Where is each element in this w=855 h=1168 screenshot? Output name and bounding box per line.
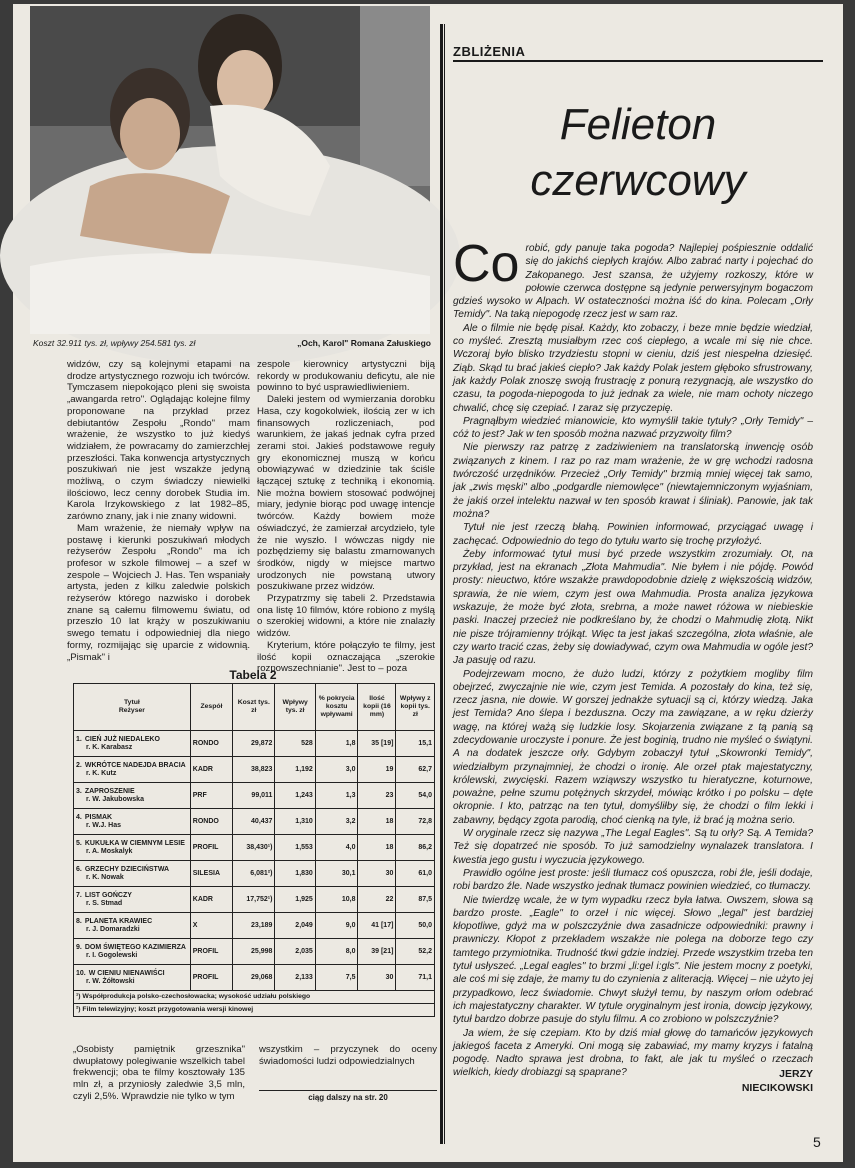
paragraph: W oryginale rzecz się nazywa „The Legal Eagles". Są tu orły? Są. A Temida? Też się dopatrzeć nie sposób. To już samodzielny wynalazek translatora. I kwestia jego gustu i wyczucia językowego. — [453, 828, 813, 866]
paragraph: Tytuł nie jest rzeczą błahą. Powinien informować, przyciągać uwagę i zachęcać. Odpowiednio do tego do tytułu warto się trochę przyłożyć. — [453, 522, 813, 547]
film-title: PLANETA KRAWIEC — [84, 917, 153, 925]
paragraph: robić, gdy panuje taka pogoda? Najlepiej pośpiesznie oddalić się do jakichś ciepłych krajów. Albo zabrać narty i pojechać do Zakopanego. Jest szansa, że użyjemy rozkoszy, które w połowie czerwca dostępne są jedynie perwersyjnym bogaczom gdzieś wysoko w Alpach. W ostateczności można iść do kina. Polecam „Orły Temidy". Na taką niepogodę rzecz jest w sam raz. — [453, 243, 813, 321]
cell-studio: PROFIL — [190, 835, 232, 861]
cell-cost: 99,011 — [233, 783, 275, 809]
film-title: ZAPROSZENIE — [84, 787, 135, 795]
row-number: 4. — [76, 813, 82, 821]
cell-title-director — [74, 757, 191, 783]
paragraph: Ja wiem, że się czepiam. Kto by dziś miał głowę do tamańców językowych jakiegoś faceta z Ameryki. Oni mogą się zabawiać, my mamy kryzys i fatalną pogodę. Nadto sprawa jest drobna, to fakt, ale jak tu myśleć o rzeczach wielkich, kiedy drobiazgi są spaprane? — [453, 1027, 813, 1079]
cell-cost: 29,872 — [233, 731, 275, 757]
paragraph: Nie pierwszy raz patrzę z zadziwieniem na translatorską inwencję osób związanych z kinem. I raz po raz mam wrażenie, że w grę wchodzi radosna twórczość urzędników. Przecież „Orły Temidy" brzmią mniej więcej tak samo, jak „zwis męski" albo „podgardle niemowlęce" (niewtajemniczonym wyjaśniam, że jakiś orzeł intelektu nazwał w ten sposób krawat i śliniak). Panowie, jak tak można? — [453, 442, 813, 520]
cell-studio: SILESIA — [190, 861, 232, 887]
drop-cap: Co — [453, 235, 520, 293]
cell-coverage: 4,0 — [315, 835, 358, 861]
cell-per-copy: 71,1 — [396, 965, 435, 991]
cell-studio: KADR — [190, 757, 232, 783]
film-title: DOM ŚWIĘTEGO KAZIMIERZA — [84, 943, 186, 951]
film-title: CIEŃ JUŻ NIEDALEKO — [84, 735, 160, 743]
film-director: r. K. Kutz — [86, 769, 117, 777]
cell-studio: PRF — [190, 783, 232, 809]
paragraph: Nie twierdzę wcale, że w tym wypadku rzecz była łatwa. Owszem, słowa są bardzo proste. „Eagle" to orzeł i nic więcej. Słowo „legal" jest bardziej kłopotliwe, gdyż ma w polszczyźnie dwa zasadnicze odpowiedniki: prawny i prawniczy. Kłopot z przekładem wszakże nie polega na doborze tego czy tamtego przymiotnika. Trudność tkwi gdzie indziej. Przede wszystkim trzeba ten tytuł usłyszeć. „Legal eagles" to brzmi „li:gel i:gls". Nie jestem mocny z poetyki, ale coś mi się zdaje, że mamy tu do czynienia z aliteracją. Więcej – nie użyto jej przypadkowo, lecz świadomie. Chwyt służył temu, by naszym orłom odebrać ich majestatyczny charakter. W tytule oryginalnym jest ironia, dowcip językowy, tytuł bardzo dobrze pasuje do stylu filmu. A co zrobiono w polszczyźnie? — [453, 894, 813, 1026]
header-revenue: Wpływy tys. zł — [275, 684, 315, 731]
films-table — [73, 683, 435, 1017]
cell-studio: RONDO — [190, 809, 232, 835]
film-title: KUKUŁKA W CIEMNYM LESIE — [84, 839, 185, 847]
cell-per-copy: 62,7 — [396, 757, 435, 783]
cell-per-copy: 15,1 — [396, 731, 435, 757]
cell-title-director — [74, 835, 191, 861]
cell-cost: 25,998 — [233, 939, 275, 965]
table-footnote-row — [74, 991, 435, 1004]
cell-cost: 38,430¹) — [233, 835, 275, 861]
cell-revenue: 1,243 — [275, 783, 315, 809]
cell-title-director — [74, 913, 191, 939]
paragraph: „Osobisty pamiętnik grzesznika" dwupłatowy polegiwanie wszelkich tabel frekwencji; oba te filmy kosztowały 135 mln zł, a przyniosły zaledwie 3,5 mln, czyli 2,5%. Wprawdzie nie tylko w tym — [73, 1044, 245, 1102]
row-number: 3. — [76, 787, 82, 795]
row-number: 1. — [76, 735, 82, 743]
film-still-photo — [30, 6, 430, 334]
cell-copies: 39 [21] — [358, 939, 396, 965]
cell-copies: 19 — [358, 757, 396, 783]
paragraph: widzów, czy są kolejnymi etapami na drodze artystycznego rozwoju ich twórców. Tymczasem niepokojąco pleni się swoista „awangarda retro". Oglądając kolejne filmy proponowane na przykład przez debiutantów Zespołu „Rondo" mam wrażenie, że wszystko to już kiedyś widziałem, że powracamy do zamierzchłej przeszłości. Taka konwencja artystycznych poszukiwań nie jest wszakże jedyną możliwą, o czym świadczy niewielki ilościowo, lecz cenny dorobek Studia im. Karola Irzykowskiego z lat 1982–85, zarówno znany, jak i nie znany widowni. — [67, 359, 250, 523]
header-coverage: % pokrycia kosztu wpływami — [315, 684, 358, 731]
table-header-row — [74, 684, 435, 731]
paragraph: zespole kierownicy artystyczni biją rekordy w produkowaniu deficytu, ale nie powinno to być usprawiedliwieniem. — [257, 359, 435, 394]
row-number: 8. — [76, 917, 82, 925]
cell-copies: 22 — [358, 887, 396, 913]
author-first-name: JERZY — [779, 1068, 813, 1080]
cell-studio: KADR — [190, 887, 232, 913]
cell-copies: 41 [17] — [358, 913, 396, 939]
cell-copies: 23 — [358, 783, 396, 809]
row-number: 7. — [76, 891, 82, 899]
film-title: LIST GOŃCZY — [84, 891, 132, 899]
cell-title-director — [74, 731, 191, 757]
cell-coverage: 10,8 — [315, 887, 358, 913]
header-title-director: Tytuł Reżyser — [74, 684, 191, 731]
cell-studio: RONDO — [190, 731, 232, 757]
row-number: 10. — [76, 969, 86, 977]
film-director: r. W. Jakubowska — [86, 795, 144, 803]
paragraph: Przypatrzmy się tabeli 2. Przedstawia ona listę 10 filmów, które robiono z myślą o szerokiej widowni, a które nie znalazły widzów. — [257, 593, 435, 640]
paragraph: Ale o filmie nie będę pisał. Każdy, kto zobaczy, i beze mnie będzie wiedział, co myśleć. Zresztą musiałbym rzec coś ciepłego, a wcale mi się nie chce. Wczoraj było blisko trzydziestu stopni w cieniu, dziś jest niespełna dziesięć. Ziąb. Skąd tu brać jakieś ciepło? Jak każdy Polak jestem głęboko sfrustrowany, jak każdy Polak znoszę swoją frustrację z ponurą rezygnacją, ale wszystko do czasu, ta pogoda-niepogoda to już jednak za wiele, nie mam ochoty niczego chwalić, chcę się czepiać. I zaraz się przyczepię. — [453, 322, 813, 414]
cell-revenue: 2,035 — [275, 939, 315, 965]
cell-cost: 38,823 — [233, 757, 275, 783]
row-number: 9. — [76, 943, 82, 951]
photo-caption-title: „Och, Karol" Romana Załuskiego — [297, 338, 431, 348]
table-row — [74, 809, 435, 835]
table-footnote: ²) Film telewizyjny; koszt przygotowania wersji kinowej — [74, 1004, 435, 1017]
table-row — [74, 835, 435, 861]
feuilleton-title-line2: czerwcowy — [530, 156, 746, 205]
table-row — [74, 757, 435, 783]
continued-note: ciąg dalszy na str. 20 — [259, 1090, 437, 1102]
cell-coverage: 1,8 — [315, 731, 358, 757]
cell-per-copy: 61,0 — [396, 861, 435, 887]
page-number: 5 — [813, 1134, 821, 1150]
film-still-image — [30, 6, 430, 334]
paragraph: Podejrzewam mocno, że dużo ludzi, którzy z pożytkiem mogliby film obejrzeć, zwyczajnie nie wie, czym jest Temida. A pozostały do kina, też się, rzecz jasna, nie dowie. W gorszej jednakże sytuacji są ci, którzy wiedzą. Jaka jest Temida? Ano ślepa i bezduszna. Oczy ma zawiązane, a w ręku dzierży wagę, na której ważą się ludzkie losy. Skojarzenia związane z tą panią są zdecydowanie uroczyste i ponure. Że jest boginią, trudno nie myśleć o świątyni. A na dodatek jeszcze orły. Gdybym zobaczył tytuł „Skowronki Temidy", wiedziałbym przynajmniej, że chodzi o ironię. Ale orzeł ptak majestatyczny, królewski, zwycięski. Razem wziąwszy wszystko tu hieratyczne, koturnowe, poważne, pełne szumu potężnych skrzydeł, mówiąc krótko i po polsku – dęte okropnie. I kto, patrząc na ten tytuł, domyśliłby się, że chodzi o film lekki i zabawny, będący zgota parodią, choć cienką na tyle, iż brać ją można serio. — [453, 668, 813, 826]
film-director: r. W. Żółtowski — [86, 977, 135, 985]
photo-caption-cost: Koszt 32.911 tys. zł, wpływy 254.581 tys. zł — [33, 338, 196, 348]
cell-revenue: 1,310 — [275, 809, 315, 835]
film-director: r. K. Nowak — [86, 873, 124, 881]
cell-title-director — [74, 861, 191, 887]
section-rule — [453, 60, 823, 62]
cell-title-director — [74, 809, 191, 835]
cell-per-copy: 86,2 — [396, 835, 435, 861]
cell-studio: PROFIL — [190, 965, 232, 991]
cell-revenue: 1,830 — [275, 861, 315, 887]
cell-revenue: 2,049 — [275, 913, 315, 939]
cell-coverage: 30,1 — [315, 861, 358, 887]
table-row — [74, 965, 435, 991]
header-per-copy: Wpływy z kopii tys. zł — [396, 684, 435, 731]
author-last-name: NIECIKOWSKI — [741, 1082, 813, 1094]
cell-per-copy: 87,5 — [396, 887, 435, 913]
table-footnote: ¹) Współprodukcja polsko-czechosłowacka; wysokość udziału polskiego — [74, 991, 435, 1004]
cell-revenue: 528 — [275, 731, 315, 757]
cell-title-director — [74, 939, 191, 965]
cell-coverage: 9,0 — [315, 913, 358, 939]
article-column-a — [67, 359, 250, 662]
film-director: r. K. Karabasz — [86, 743, 133, 751]
cell-coverage: 1,3 — [315, 783, 358, 809]
cell-revenue: 1,925 — [275, 887, 315, 913]
cell-title-director — [74, 887, 191, 913]
cell-coverage: 7,5 — [315, 965, 358, 991]
cell-coverage: 8,0 — [315, 939, 358, 965]
table-row — [74, 913, 435, 939]
cell-copies: 18 — [358, 835, 396, 861]
feuilleton-title-line1: Felieton — [559, 100, 717, 149]
cell-revenue: 2,133 — [275, 965, 315, 991]
cell-copies: 35 [19] — [358, 731, 396, 757]
film-title: WKRÓTCE NADEJDA BRACIA — [84, 761, 186, 769]
cell-per-copy: 72,8 — [396, 809, 435, 835]
cell-coverage: 3,0 — [315, 757, 358, 783]
cell-cost: 17,752¹) — [233, 887, 275, 913]
table-row — [74, 731, 435, 757]
column-divider — [440, 24, 443, 1144]
cell-cost: 40,437 — [233, 809, 275, 835]
cell-per-copy: 52,2 — [396, 939, 435, 965]
film-director: r. A. Moskalyk — [86, 847, 133, 855]
paragraph: Kryterium, które połączyło te filmy, jest ilość kopii oznaczająca „szerokie rozpowszechnianie". Jest to – poza — [257, 639, 435, 675]
paragraph: Pragnąłbym wiedzieć mianowicie, kto wymyślił takie tytuły? „Orły Temidy" – cóż to jest? Jak w ten sposób można nazwać przyzwoity film? — [453, 415, 813, 441]
magazine-page — [13, 4, 843, 1162]
row-number: 6. — [76, 865, 82, 873]
film-title: W CIENIU NIENAWIŚCI — [88, 969, 165, 977]
cell-cost: 29,068 — [233, 965, 275, 991]
paragraph: Prawidło ogólne jest proste: jeśli tłumacz coś opuszcza, robi źle, jeśli dodaje, robi bardzo źle. Nade wszystko jednak tłumacz powinien wiedzieć, co tłumaczy. — [453, 867, 813, 893]
header-cost: Koszt tys. zł — [233, 684, 275, 731]
cell-per-copy: 50,0 — [396, 913, 435, 939]
film-director: r. S. Stmad — [86, 899, 123, 907]
table-row — [74, 861, 435, 887]
film-title: PISMAK — [84, 813, 113, 821]
paragraph: Mam wrażenie, że niemały wpływ na postawę i kierunki poszukiwań młodych reżyserów Zespołu „Rondo" ma ich profesor w szkole filmowej – a szef w zespole – Wojciech J. Has. Ten wspaniały artysta, jeden z kilku zaledwie polskich reżyserów którego nazwisko i dorobek znane są całemu filmowemu światu, od przeszło 10 lat krąży w poszukiwaniu swego tematu i odpowiedniej dla niego formy, rozmijając się uparcie z widownią. „Pismak" i — [67, 522, 250, 663]
row-number: 2. — [76, 761, 82, 769]
cell-coverage: 3,2 — [315, 809, 358, 835]
cell-copies: 18 — [358, 809, 396, 835]
cell-revenue: 1,553 — [275, 835, 315, 861]
article-column-d — [259, 1044, 437, 1084]
film-director: r. W.J. Has — [86, 821, 122, 829]
cell-studio: PROFIL — [190, 939, 232, 965]
cell-copies: 30 — [358, 861, 396, 887]
film-director: r. J. Domaradzki — [86, 925, 140, 933]
film-title: GRZECHY DZIECIŃSTWA — [84, 865, 170, 873]
article-column-c — [73, 1044, 245, 1104]
paragraph: Daleki jestem od wymierzania dorobku Hasa, czy kogokolwiek, ilością zer w ich finansowych rozliczeniach, pod warunkiem, że jakaś jednak cyfra przed zerami stoi. Jakieś podstawowe reguły gry ekonomicznej muszą w końcu obowiązywać w dziedzinie tak ściśle łączącej sztukę z techniką i ekonomią. Nie można bowiem stosować podwójnej miary, jedynie biorąc pod uwagę intencje twórców. Każdy bowiem może oświadczyć, że zamierzał arcydzieło, tyle że nie wyszło. I wówczas nigdy nie pozbędziemy się balastu zmarnowanych środków, nigdy w miejsce martwo urodzonych nie powstaną utwory poszukiwane przez widzów. — [257, 394, 435, 593]
header-studio: Zespół — [190, 684, 232, 731]
cell-cost: 6,081²) — [233, 861, 275, 887]
column-divider — [444, 24, 445, 1144]
cell-cost: 23,189 — [233, 913, 275, 939]
row-number: 5. — [76, 839, 82, 847]
table-title: Tabela 2 — [229, 668, 277, 682]
table-row — [74, 887, 435, 913]
cell-copies: 30 — [358, 965, 396, 991]
section-label: ZBLIŻENIA — [453, 44, 526, 59]
cell-revenue: 1,192 — [275, 757, 315, 783]
paragraph: Żeby informować tytuł musi być przede wszystkim zrozumiały. Ot, na przykład, jest na ekranach „Złota Mahmudia". Nie byłem i nie pójdę. Powód prosty: nieuctwo, które wszakże prawdopodobnie dzielę z większością widzów, sprawia, że nie wiem, czym jest owa Mahmudia. Prosta analiza językowa wskazuje, że może być złota, srebrna, a może nawet różowa w niebieskie paski. Inaczej przecież nie podkreślano by, że chodzi o Mahmudię złotą. Nikt nie pisze trójramienny trójkąt. Więc ta jest jakaś szczególna, złota właśnie, ale czy warto tracić czas, żeby się dowiadywać, czym owa Mahmudia w ogóle jest? Ja pasuję od razu. — [453, 548, 813, 667]
table-footnote-row — [74, 1004, 435, 1017]
table-row — [74, 783, 435, 809]
film-director: r. I. Gogolewski — [86, 951, 138, 959]
paragraph: wszystkim – przyczynek do oceny świadomości ludzi odpowiedzialnych — [259, 1044, 437, 1067]
header-copies: Ilość kopii (16 mm) — [358, 684, 396, 731]
article-column-b — [257, 359, 435, 675]
cell-per-copy: 54,0 — [396, 783, 435, 809]
table-row — [74, 939, 435, 965]
cell-title-director — [74, 783, 191, 809]
cell-studio: X — [190, 913, 232, 939]
cell-title-director — [74, 965, 191, 991]
